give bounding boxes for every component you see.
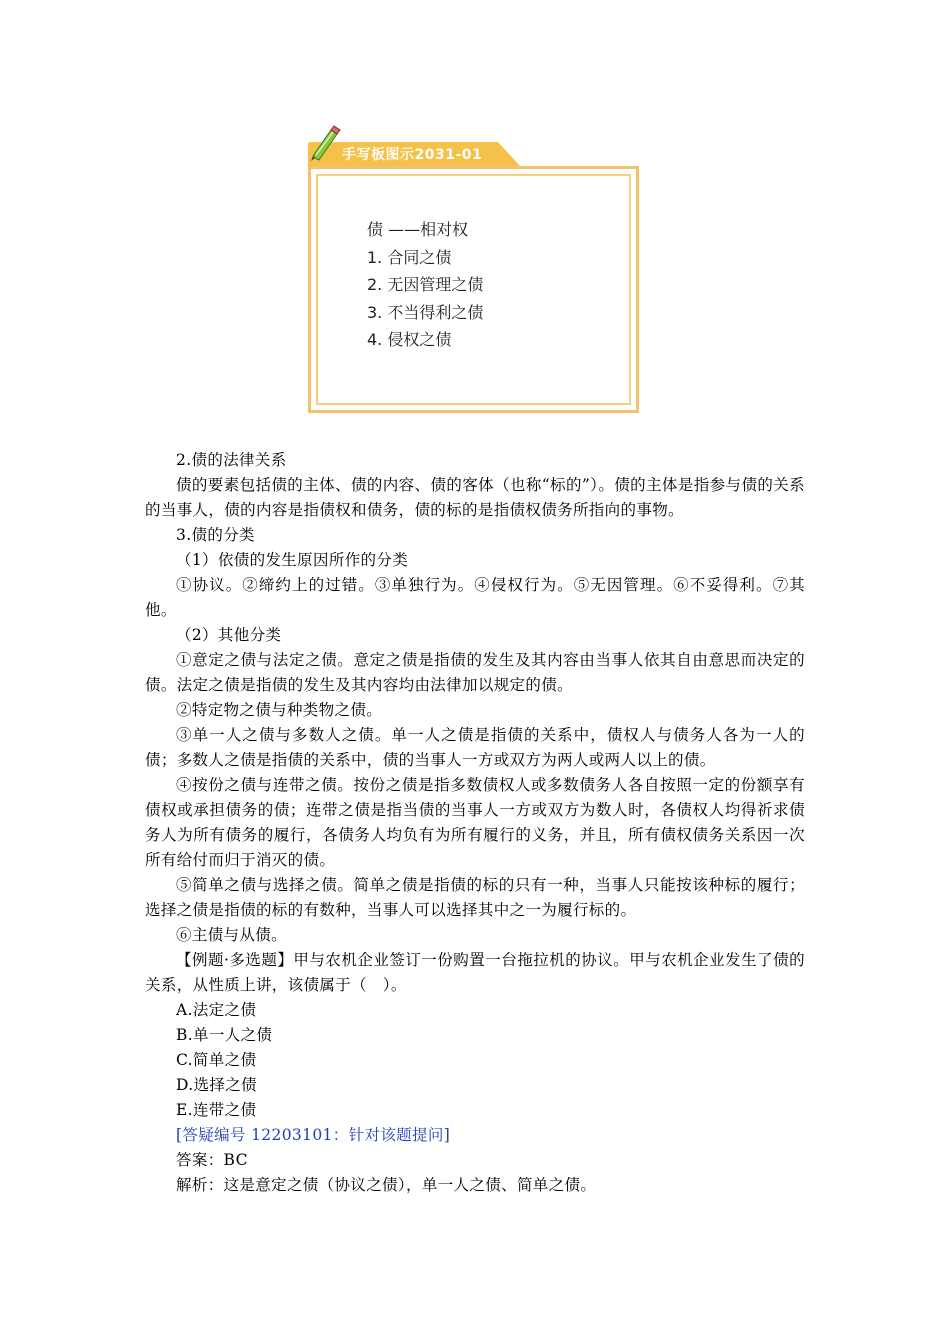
paragraph: ①协议。②缔约上的过错。③单独行为。④侵权行为。⑤无因管理。⑥不妥得利。⑦其他。 [145, 576, 805, 619]
option-b: B.单一人之债 [176, 1026, 273, 1044]
paragraph: ①意定之债与法定之债。意定之债是指债的发生及其内容由当事人依其自由意思而决定的债。法定之债是指债的发生及其内容均由法律加以规定的债。 [145, 651, 805, 694]
paragraph: ④按份之债与连带之债。按份之债是指多数债权人或多数债务人各自按照一定的份额享有债权或承担债务的债；连带之债是指当债的当事人一方或双方为数人时，各债权人均得祈求债务人为所有债务的履行，各债务人均负有为所有履行的义务，并且，所有债权债务关系因一次所有给付而归于消灭的债。 [145, 776, 805, 869]
subsection-heading: （1）依债的发生原因所作的分类 [176, 551, 409, 569]
board-line: 债 ——相对权 [367, 220, 469, 239]
option-c: C.简单之债 [176, 1051, 257, 1069]
paragraph: ②特定物之债与种类物之债。 [176, 701, 383, 719]
handwriting-board [306, 124, 643, 416]
option-d: D.选择之债 [176, 1076, 257, 1094]
subsection-heading: （2）其他分类 [176, 626, 282, 644]
section-heading: 2.债的法律关系 [176, 451, 287, 469]
example-question: 【例题·多选题】甲与农机企业签订一份购置一台拖拉机的协议。甲与农机企业发生了债的关系，从性质上讲，该债属于（ ）。 [145, 951, 805, 994]
document-body [145, 448, 805, 1198]
board-line: 3. 不当得利之债 [367, 302, 484, 322]
paragraph: ③单一人之债与多数人之债。单一人之债是指债的关系中，债权人与债务人各为一人的债；多数人之债是指债的关系中，债的当事人一方或双方为两人或两人以上的债。 [145, 726, 805, 769]
question-link[interactable]: [答疑编号 12203101：针对该题提问] [176, 1126, 451, 1144]
answer: 答案：BC [176, 1151, 248, 1169]
section-heading: 3.债的分类 [176, 526, 255, 544]
board-line: 4. 侵权之债 [367, 330, 452, 349]
pencil-icon [309, 124, 341, 162]
board-content [367, 216, 483, 354]
board-title: 手写板图示2031-01 [342, 147, 483, 163]
analysis: 解析：这是意定之债（协议之债），单一人之债、简单之债。 [176, 1176, 597, 1194]
option-a: A.法定之债 [176, 1001, 257, 1019]
paragraph: ⑥主债与从债。 [176, 926, 287, 944]
board-line: 1. 合同之债 [367, 247, 452, 267]
option-e: E.连带之债 [176, 1101, 257, 1119]
board-line: 2. 无因管理之债 [367, 275, 484, 294]
paragraph: 债的要素包括债的主体、债的内容、债的客体（也称“标的”）。债的主体是指参与债的关系的当事人，债的内容是指债权和债务，债的标的是指债权债务所指向的事物。 [145, 476, 805, 519]
paragraph: ⑤简单之债与选择之债。简单之债是指债的标的只有一种，当事人只能按该种标的履行；选择之债是指债的标的有数种，当事人可以选择其中之一为履行标的。 [145, 876, 805, 919]
